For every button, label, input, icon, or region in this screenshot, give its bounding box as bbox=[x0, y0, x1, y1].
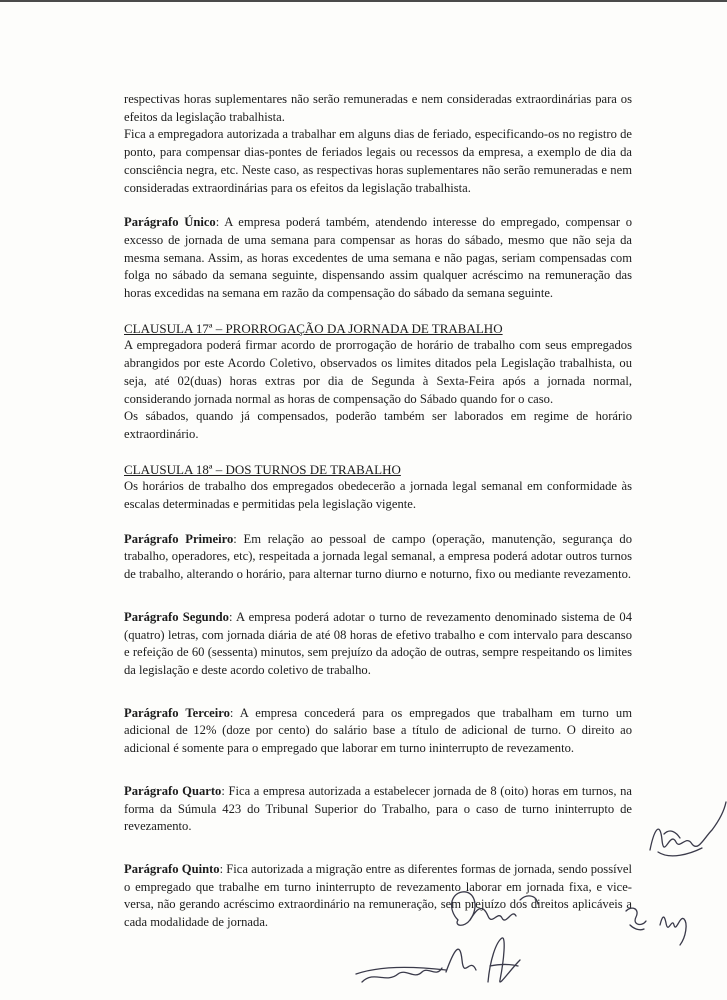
clausula-18-text: Os horários de trabalho dos empregados obedecerão a jornada legal semanal em conformidade às escalas determinadas e permitidas pela legislação vigente. bbox=[124, 479, 632, 512]
document-page bbox=[124, 91, 632, 932]
intro-paragraph-2: Fica a empregadora autorizada a trabalhar em alguns dias de feriado, especificando-os no registro de ponto, para compensar dias-pontes de feriados legais ou recessos da empresa, a exemplo de dia da consciência negra, etc. Neste caso, as respectivas horas suplementares não serão remuneradas e nem consideradas extraordinárias para os efeitos da legislação trabalhista. bbox=[124, 127, 632, 195]
paragrafo-primeiro-lead: Parágrafo Primeiro bbox=[124, 531, 234, 546]
paragrafo-terceiro bbox=[124, 705, 632, 758]
clausula-18-heading: CLAUSULA 18ª – DOS TURNOS DE TRABALHO bbox=[124, 461, 401, 477]
paragrafo-quinto-lead: Parágrafo Quinto bbox=[124, 861, 220, 876]
paragrafo-terceiro-lead: Parágrafo Terceiro bbox=[124, 705, 230, 720]
paragrafo-unico bbox=[124, 214, 632, 303]
paragrafo-quarto-text: : Fica a empresa autorizada a estabelecer jornada de 8 (oito) horas em turnos, na forma da Súmula 423 do Tribunal Superior do Trabalho, para o caso de turno ininterrupto de revezamento. bbox=[124, 783, 632, 834]
paragrafo-segundo bbox=[124, 609, 632, 680]
paragrafo-segundo-text: : A empresa poderá adotar o turno de revezamento denominado sistema de 04 (quatro) letras, com jornada diária de até 08 horas de efetivo trabalho e com intervalo para descanso e refeição de 60 (sessenta) minutos, sem prejuízo da adoção de outras, sempre respeitando os limites da legislação e deste acordo coletivo de trabalho. bbox=[124, 609, 632, 677]
paragrafo-primeiro-text: : Em relação ao pessoal de campo (operação, manutenção, segurança do trabalho, operadores, etc), respeitada a jornada legal semanal, a empresa poderá adotar outros turnos de trabalho, alterando o horário, para alternar turno diurno e noturno, fixo ou mediante revezamento. bbox=[124, 531, 632, 582]
paragrafo-unico-lead: Parágrafo Único bbox=[124, 215, 216, 230]
intro-paragraph-1: respectivas horas suplementares não serão remuneradas e nem consideradas extraordinárias para os efeitos da legislação trabalhista. bbox=[124, 92, 632, 124]
signature-initials-right-bottom bbox=[620, 895, 705, 955]
paragrafo-quarto-lead: Parágrafo Quarto bbox=[124, 783, 222, 798]
paragrafo-terceiro-text: : A empresa concederá para os empregados que trabalham em turno um adicional de 12% (doze por cento) do salário base a título de adicional de turno. O direito ao adicional é somente para o empregado que laborar em turno ininterrupto de revezamento. bbox=[124, 705, 632, 756]
page-top-edge bbox=[0, 0, 727, 2]
clausula-17-heading: CLAUSULA 17ª – PRORROGAÇÃO DA JORNADA DE TRABALHO bbox=[124, 320, 503, 336]
signature-bottom-left bbox=[350, 930, 530, 998]
signature-initials-right-top bbox=[640, 790, 727, 885]
clausula-17-text-2: Os sábados, quando já compensados, poderão também ser laborados em regime de horário extraordinário. bbox=[124, 409, 632, 441]
paragrafo-quarto bbox=[124, 783, 632, 836]
paragrafo-quinto-text: : Fica autorizada a migração entre as diferentes formas de jornada, sendo possível o empregado que trabalhe em turno ininterrupto de revezamento laborar em jornada fixa, e vice-versa, não gerando acréscimo extraordinário na remuneração, sem prejuízo dos direitos aplicáveis a cada modalidade de jornada. bbox=[124, 861, 632, 930]
clausula-17-text-1: A empregadora poderá firmar acordo de prorrogação de horário de trabalho com seus empregados abrangidos por este Acordo Coletivo, observados os limites ditados pela Legislação trabalhista, ou seja, até 02(duas) horas extras por dia de Segunda à Sexta-Feira após a jornada normal, considerando jornada normal as horas de compensação do Sábado quando for o caso. bbox=[124, 338, 632, 406]
paragrafo-unico-text: : A empresa poderá também, atendendo interesse do empregado, compensar o excesso de jornada de uma semana para compensar as horas do sábado, mesmo que não seja da mesma semana. Assim, as horas excedentes de uma semana e não pagas, seriam compensadas com folga no sábado da semana seguinte, dispensando assim qualquer acréscimo na remuneração das horas excedidas na semana em razão da compensação do sábado da semana seguinte. bbox=[124, 215, 632, 301]
paragrafo-segundo-lead: Parágrafo Segundo bbox=[124, 609, 229, 624]
paragrafo-primeiro bbox=[124, 531, 632, 584]
